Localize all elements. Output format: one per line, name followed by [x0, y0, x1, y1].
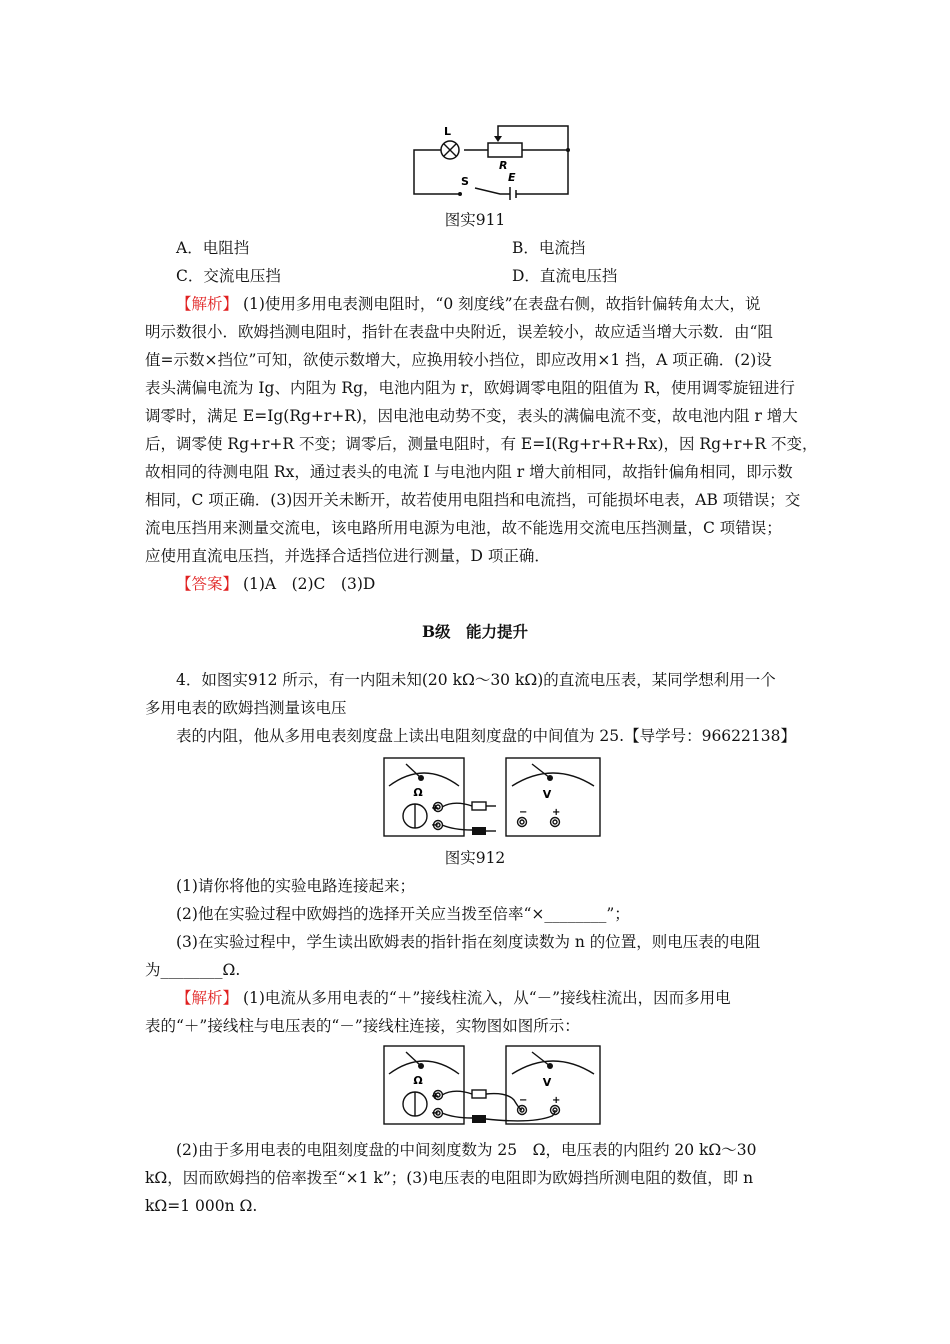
analysis-line-9: 流电压挡用来测量交流电，该电路所用电源为电池，故不能选用交流电压挡测量，C 项错误；	[145, 519, 782, 537]
svg-text:+: +	[431, 1091, 440, 1102]
q4-stem-line-3: 表的内阻，他从多用电表刻度盘上读出电阻刻度盘的中间值为 25.【导学号：96622138】	[176, 727, 796, 745]
q4-sub-3b: 为________Ω.	[145, 961, 241, 979]
analysis-line-8: 相同，C 项正确．(3)因开关未断开，故若使用电阻挡和电流挡，可能损坏电表，AB 项错误；交	[145, 491, 801, 509]
figure-caption-912: 图实912	[444, 849, 506, 867]
lamp-label: L	[444, 125, 452, 138]
switch-label: S	[461, 175, 469, 188]
svg-text:+: +	[552, 807, 561, 818]
analysis-line-5: 调零时，满足 E=Ig(Rg+r+R)，因电池电动势不变，表头的满偏电流不变，故电池内阻 r 增大	[145, 407, 798, 425]
circuit-diagram	[400, 118, 580, 200]
analysis-line-6: 后，调零使 Rg+r+R 不变；调零后，测量电阻时，有 E=I(Rg+r+R+Rx)，因 Rg+r+R 不变，	[145, 435, 818, 453]
answer-text: (1)A (2)C (3)D	[242, 575, 376, 593]
svg-text:−: −	[519, 807, 528, 818]
analysis-line-3: 值=示数×挡位”可知，欲使示数增大，应换用较小挡位，即应改用×1 挡，A 项正确．(2)设	[145, 351, 772, 369]
q4-sub-3a: (3)在实验过程中，学生读出欧姆表的指针指在刻度读数为 n 的位置，则电压表的电阻	[176, 933, 761, 951]
q4-sub-2: (2)他在实验过程中欧姆挡的选择开关应当拨至倍率“×________”；	[176, 905, 630, 923]
rheostat-label: R	[499, 159, 508, 172]
analysis-line-10: 应使用直流电压挡，并选择合适挡位进行测量，D 项正确．	[145, 547, 550, 565]
q4-analysis-1: (1)电流从多用电表的“＋”接线柱流入，从“－”接线柱流出，因而多用电	[242, 989, 731, 1007]
option-a: A．电阻挡	[176, 239, 250, 257]
analysis-line-2: 明示数很小．欧姆挡测电阻时，指针在表盘中央附近，误差较小，故应适当增大示数．由“阻	[145, 323, 773, 341]
q4-analysis-5: kΩ=1 000n Ω.	[145, 1197, 258, 1215]
meters-figure-912	[382, 756, 602, 840]
option-b: B．电流挡	[512, 239, 586, 257]
figure-caption-911: 图实911	[444, 211, 506, 229]
ohm-label: Ω	[413, 786, 423, 799]
ohm-label-2: Ω	[413, 1074, 423, 1087]
svg-text:−: −	[431, 820, 440, 831]
q4-analysis-4: kΩ，因而欧姆挡的倍率拨至“×1 k”；(3)电压表的电阻即为欧姆挡所测电阻的数值，即 n	[145, 1169, 754, 1187]
analysis-tag: 【解析】	[176, 295, 239, 313]
q4-analysis-2: 表的“＋”接线柱与电压表的“－”接线柱连接，实物图如图所示：	[145, 1017, 580, 1035]
q4-stem-line-1: 4．如图实912 所示，有一内阻未知(20 kΩ～30 kΩ)的直流电压表，某同学想利用一个	[176, 671, 776, 689]
analysis-line-7: 故相同的待测电阻 Rx，通过表头的电流 I 与电池内阻 r 增大前相同，故指针偏角相同，即示数	[145, 463, 793, 481]
meters-connected-figure	[382, 1044, 602, 1128]
option-d: D．直流电压挡	[512, 267, 618, 285]
analysis-line-4: 表头满偏电流为 Ig、内阻为 Rg，电池内阻为 r，欧姆调零电阻的阻值为 R，使用调零旋钮进行	[145, 379, 795, 397]
svg-text:+: +	[552, 1095, 561, 1106]
svg-text:−: −	[431, 1108, 440, 1119]
option-c: C．交流电压挡	[176, 267, 281, 285]
svg-text:+: +	[431, 803, 440, 814]
section-title: B级 能力提升	[421, 622, 529, 641]
q4-sub-1: (1)请你将他的实验电路连接起来；	[176, 877, 415, 895]
q4-stem-line-2: 多用电表的欧姆挡测量该电压	[145, 699, 347, 717]
battery-label: E	[508, 171, 516, 184]
volt-label: V	[542, 788, 552, 801]
q4-analysis-tag: 【解析】	[176, 989, 239, 1007]
q4-analysis-3: (2)由于多用电表的电阻刻度盘的中间刻度数为 25 Ω，电压表的内阻约 20 kΩ～30	[176, 1141, 757, 1159]
analysis-line-1: (1)使用多用电表测电阻时，“0 刻度线”在表盘右侧，故指针偏转角太大，说	[242, 295, 761, 313]
volt-label-2: V	[542, 1076, 552, 1089]
answer-tag: 【答案】	[176, 575, 239, 593]
svg-text:−: −	[519, 1095, 528, 1106]
